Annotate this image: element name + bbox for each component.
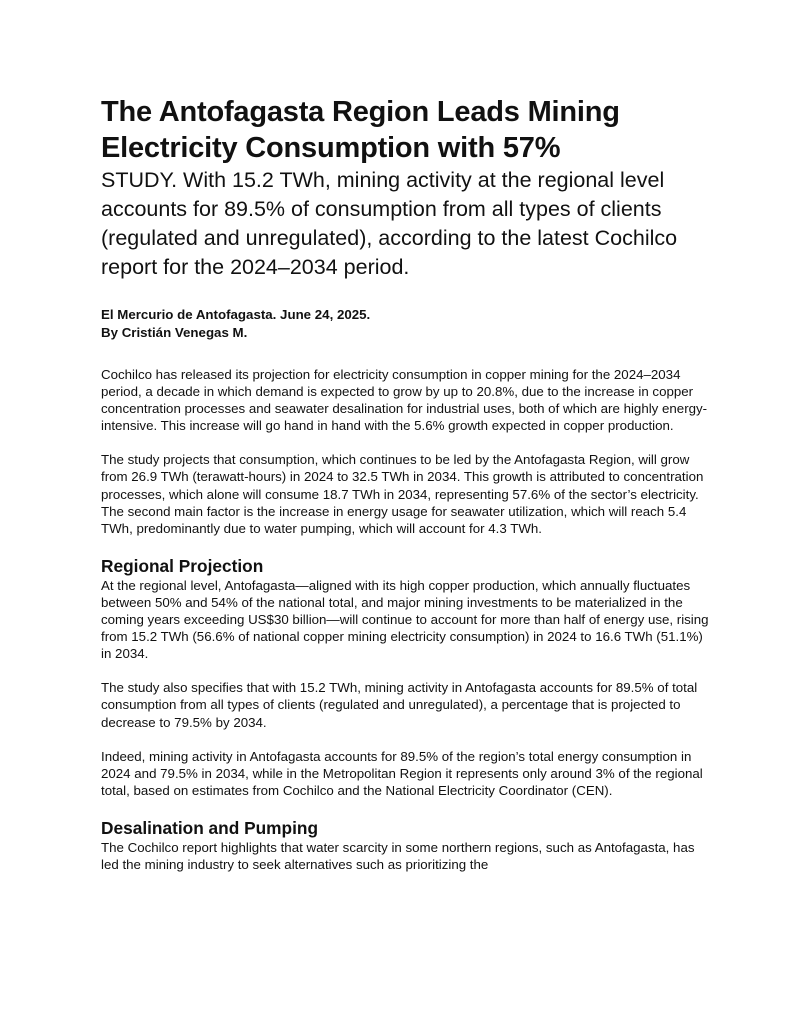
body-paragraph: The Cochilco report highlights that water scarcity in some northern regions, such as Antofagasta, has led the mining industry to seek alternatives such as prioritizing the — [101, 839, 695, 872]
body-paragraph: The study also specifies that with 15.2 TWh, mining activity in Antofagasta accounts for 89.5% of total consumption from all types of clients (regulated and unregulated), a percentage that is projected to decrease to 79.5% by 2034. — [101, 680, 698, 730]
section-heading-desalination-and-pumping: Desalination and Pumping — [101, 817, 318, 838]
body-paragraph: Indeed, mining activity in Antofagasta accounts for 89.5% of the region’s total energy consumption in 2024 and 79.5% in 2034, while in the Metropolitan Region it represents only around 3% of the regional total, based on estimates from Cochilco and the National Electricity Coordinator (CEN). — [101, 748, 703, 798]
article-headline: The Antofagasta Region Leads Mining Electricity Consumption with 57% — [101, 96, 620, 164]
body-paragraph: The study projects that consumption, which continues to be led by the Antofagasta Region, will grow from 26.9 TWh (terawatt-hours) in 2024 to 32.5 TWh in 2034. This growth is attributed to concentration processes, which alone will consume 18.7 TWh in 2034, representing 57.6% of the sector’s electricity. The second main factor is the increase in energy usage for seawater utilization, which will reach 5.4 TWh, predominantly due to water pumping, which will account for 4.3 TWh. — [101, 452, 704, 536]
author-line: By Cristián Venegas M. — [101, 325, 248, 340]
article-byline — [101, 306, 713, 342]
body-paragraph: Cochilco has released its projection for electricity consumption in copper mining for the 2024–2034 period, a decade in which demand is expected to grow by up to 20.8%, due to the increase in copper concentration processes and seawater desalination for industrial uses, both of which are highly energy-intensive. This increase will go hand in hand with the 5.6% growth expected in copper production. — [101, 367, 708, 434]
source-line: El Mercurio de Antofagasta. June 24, 2025. — [101, 307, 371, 322]
article-subhead: STUDY. With 15.2 TWh, mining activity at the regional level accounts for 89.5% of consumption from all types of clients (regulated and unregulated), according to the latest Cochilco report for the 2024–2034 period. — [101, 168, 678, 279]
body-paragraph: At the regional level, Antofagasta—aligned with its high copper production, which annually fluctuates between 50% and 54% of the national total, and major mining investments to be materialized in the coming years exceeding US$30 billion—will continue to account for more than half of energy use, rising from 15.2 TWh (56.6% of national copper mining electricity consumption) in 2024 to 16.6 TWh (51.1%) in 2034. — [101, 577, 709, 662]
section-heading-regional-projection: Regional Projection — [101, 555, 264, 576]
article-page — [101, 94, 713, 873]
